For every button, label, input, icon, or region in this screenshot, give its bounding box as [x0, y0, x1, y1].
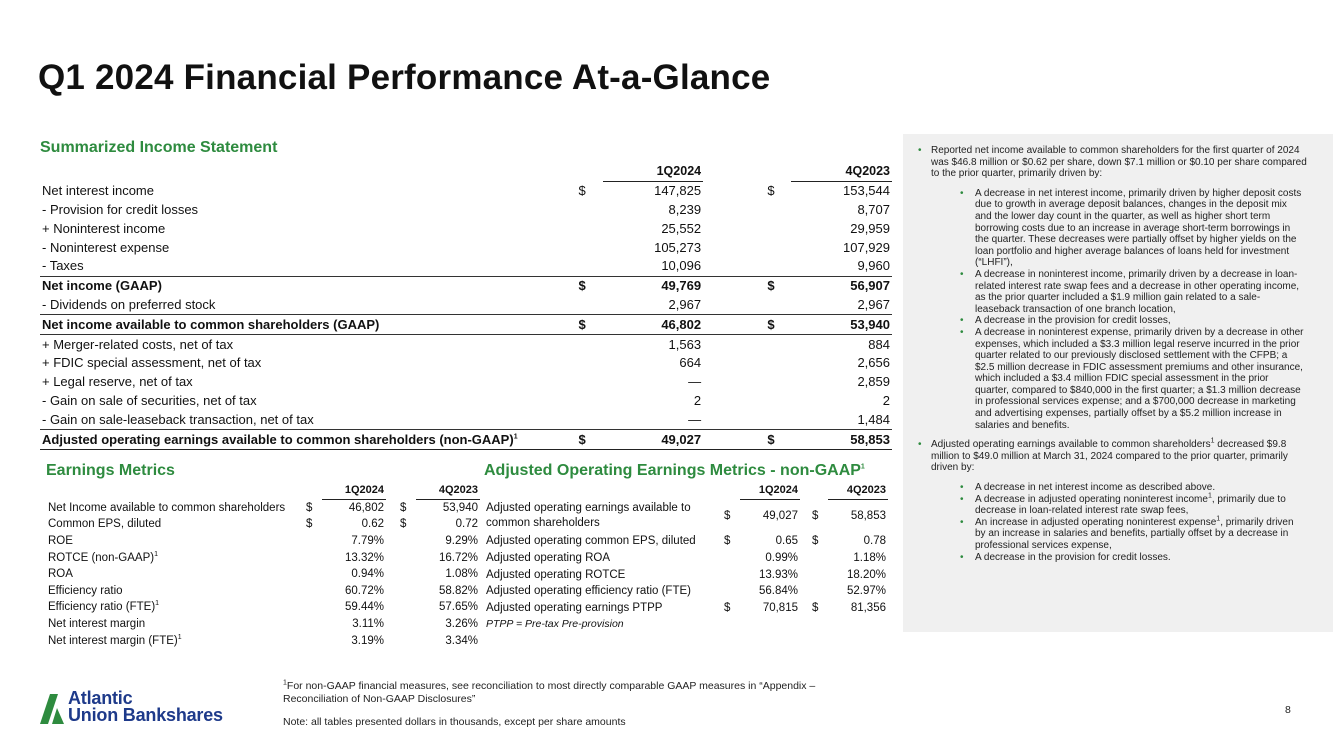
row-value: 2,656	[857, 355, 890, 371]
table-row	[40, 354, 892, 373]
logo-line-2: Union Bankshares	[68, 705, 223, 725]
bullet-icon: •	[960, 516, 964, 528]
bullet-icon: •	[960, 551, 964, 563]
commentary-sub-bullet	[903, 188, 1333, 269]
commentary-list	[903, 134, 1333, 563]
row-value: 46,802	[348, 501, 384, 514]
row-label: ROE	[48, 535, 73, 548]
column-header: 1Q2024	[740, 482, 800, 499]
bullet-text: Reported net income available to common shareholders for the first quarter of 2024 was $46.8 million or $0.62 per share, down $7.1 million or $0.10 per share compared to the prior quarter, primarily driven by:	[931, 145, 1307, 180]
row-value: 53,940	[442, 501, 478, 514]
column-header: 4Q2023	[828, 482, 888, 499]
currency-symbol: $	[724, 510, 731, 523]
row-label: Common EPS, diluted	[48, 518, 162, 531]
bullet-icon: •	[960, 493, 964, 505]
currency-symbol: $	[566, 430, 602, 450]
row-value: 9,960	[791, 257, 892, 276]
row-label: + Noninterest income	[42, 220, 166, 236]
row-label: Efficiency ratio (FTE)	[48, 601, 156, 614]
table-row	[40, 373, 892, 392]
row-value: 13.32%	[344, 551, 384, 564]
row-value: 70,815	[762, 601, 798, 614]
row-label: - Dividends on preferred stock	[42, 296, 216, 312]
row-value: 2,967	[603, 296, 703, 315]
row-value: 0.72	[455, 518, 478, 531]
row-value: 49,769	[603, 276, 703, 295]
row-value: 53,940	[791, 315, 892, 335]
row-label: + FDIC special assessment, net of tax	[42, 355, 262, 371]
row-value: 153,544	[843, 183, 890, 199]
bullet-icon: •	[918, 439, 922, 451]
table-header-row	[40, 162, 892, 181]
currency-symbol: $	[566, 315, 602, 335]
column-header: 1Q2024	[322, 482, 386, 499]
adjusted-metrics-title	[484, 462, 865, 480]
row-label: ROTCE (non-GAAP)	[48, 551, 155, 564]
row-value: 59.44%	[344, 601, 384, 614]
table-row-total	[40, 430, 892, 450]
bullet-text: A decrease in net interest income, primarily driven by higher deposit costs due to growth in average deposit balances, changes in the deposit mix and the lower day count in the quarter, as well as higher short term borrowing costs due to an increase in average short-term borrowings in the quarter. These decreases were partially offset by higher yields on the loan portfolio and higher average balances of loans held for investment (“LHFI”),	[975, 187, 1302, 269]
row-value: 8,239	[668, 201, 702, 217]
currency-symbol: $	[767, 182, 775, 198]
currency-symbol: $	[306, 501, 313, 514]
commentary-bullet	[903, 439, 1333, 474]
column-header: 1Q2024	[603, 162, 703, 181]
row-label: + Merger-related costs, net of tax	[40, 335, 566, 354]
row-value: 46,802	[603, 315, 703, 335]
row-label: - Gain on sale of securities, net of tax	[42, 392, 257, 408]
row-label: Net income available to common shareholders (GAAP)	[40, 315, 566, 335]
currency-symbol: $	[812, 601, 819, 614]
row-value: 58.82%	[438, 584, 478, 597]
row-value: 0.78	[863, 535, 886, 548]
footnote-marker: 1	[283, 679, 287, 687]
income-statement-table	[40, 162, 892, 450]
commentary-sub-bullet	[903, 517, 1333, 552]
table-row	[46, 533, 480, 550]
units-note: Note: all tables presented dollars in thousands, except per share amounts	[283, 716, 626, 728]
currency-symbol: $	[578, 182, 586, 198]
row-value: 58,853	[791, 430, 892, 450]
row-label: Adjusted operating earnings PTPP	[486, 601, 663, 614]
bullet-text: Adjusted operating earnings available to common shareholders	[931, 439, 1211, 451]
row-value: 7.79%	[351, 535, 384, 548]
bullet-icon: •	[960, 315, 964, 327]
commentary-sub-bullet	[903, 552, 1333, 564]
table-row	[40, 238, 892, 257]
row-value: 3.26%	[445, 618, 478, 631]
row-label: Adjusted operating earnings available to common shareholders	[486, 502, 691, 530]
table-header-row	[46, 482, 480, 499]
footnote-marker: 1	[1216, 515, 1221, 523]
table-row-total	[40, 315, 892, 335]
row-value: 29,959	[850, 220, 890, 236]
row-value: 52.97%	[846, 585, 886, 598]
bullet-icon: •	[960, 482, 964, 494]
earnings-metrics-table	[46, 482, 480, 649]
row-value: 105,273	[654, 239, 702, 255]
commentary-sub-bullet	[903, 494, 1333, 517]
row-value: 147,825	[654, 183, 702, 199]
row-value: 1,563	[603, 335, 703, 354]
table-row	[40, 201, 892, 220]
table-row	[40, 257, 892, 276]
income-statement-title: Summarized Income Statement	[40, 139, 278, 156]
bullet-text: A decrease in adjusted operating noninterest income	[975, 493, 1208, 505]
adjusted-metrics-title-text: Adjusted Operating Earnings Metrics - non-GAAP	[484, 462, 861, 479]
row-label: Adjusted operating efficiency ratio (FTE)	[486, 585, 691, 598]
table-row	[40, 335, 892, 354]
row-label: Net income (GAAP)	[40, 276, 566, 295]
footnote-marker: 1	[860, 463, 865, 471]
row-value: 107,929	[843, 239, 890, 255]
logo-line-1: Atlantic	[68, 688, 133, 708]
table-row	[40, 296, 892, 315]
bullet-icon: •	[960, 187, 964, 199]
row-value: 60.72%	[344, 584, 384, 597]
row-label: Adjusted operating ROA	[486, 551, 611, 564]
row-label: Adjusted operating earnings available to common shareholders (non-GAAP)	[42, 431, 514, 447]
row-value: 57.65%	[438, 601, 478, 614]
row-value: 664	[679, 355, 702, 371]
row-value: 58,853	[850, 510, 886, 523]
table-note-row	[484, 616, 888, 633]
bullet-text-cont: , primarily driven by an increase in salaries and benefits, partially offset by a decrease in professional services expense,	[975, 516, 1294, 551]
footnote-marker: 1	[155, 600, 160, 608]
currency-symbol: $	[400, 518, 407, 531]
bullet-text-cont: decreased $9.8 million to $49.0 million at March 31, 2024 compared to the prior quarter, primarily driven by:	[931, 439, 1288, 474]
page-title: Q1 2024 Financial Performance At-a-Glance	[38, 58, 771, 97]
footnote-marker: 1	[154, 550, 158, 558]
currency-symbol: $	[306, 518, 313, 531]
row-value: 2	[693, 392, 702, 408]
bullet-text: A decrease in net interest income as described above.	[975, 482, 1216, 494]
bullet-text: A decrease in the provision for credit losses,	[975, 315, 1171, 327]
row-label: Net interest margin (FTE)	[48, 634, 178, 647]
row-value: 49,027	[762, 510, 798, 523]
currency-symbol: $	[812, 510, 819, 523]
row-value: 0.99%	[765, 551, 798, 564]
row-label: Efficiency ratio	[48, 584, 123, 597]
table-row	[484, 583, 888, 600]
table-row	[46, 616, 480, 633]
row-value: 25,552	[661, 220, 702, 236]
currency-symbol: $	[755, 430, 791, 450]
currency-symbol: $	[755, 276, 791, 295]
row-value: 81,356	[850, 601, 886, 614]
table-row-total	[40, 276, 892, 295]
bullet-icon: •	[960, 268, 964, 280]
currency-symbol: $	[566, 276, 602, 295]
row-value: 2,859	[857, 374, 890, 390]
table-row	[46, 599, 480, 616]
footnote-text: For non-GAAP financial measures, see reconciliation to most directly comparable GAAP measures in “Appendix – Reconciliation of Non-GAAP Disclosures”	[283, 680, 816, 705]
earnings-metrics-title: Earnings Metrics	[46, 462, 175, 479]
currency-symbol: $	[400, 501, 407, 514]
table-row	[484, 533, 888, 550]
table-row	[484, 599, 888, 616]
footnote-marker: 1	[177, 633, 182, 641]
column-header: 4Q2023	[791, 162, 892, 181]
row-value: 0.94%	[351, 568, 384, 581]
row-value: 3.34%	[445, 634, 478, 647]
row-value: 9.29%	[445, 535, 478, 548]
bullet-icon: •	[960, 326, 964, 338]
footnote-marker: 1	[513, 433, 518, 441]
table-row	[40, 410, 892, 429]
row-label: ROA	[48, 568, 73, 581]
row-label: Adjusted operating ROTCE	[486, 568, 626, 581]
currency-symbol: $	[724, 601, 731, 614]
row-value: 2	[882, 392, 890, 408]
row-label: Net interest income	[42, 182, 154, 198]
footnote-marker: 1	[1207, 492, 1212, 500]
row-label: Net Income available to common shareholders	[48, 501, 286, 514]
table-row	[40, 219, 892, 238]
row-value: 49,027	[603, 430, 703, 450]
table-row	[40, 392, 892, 411]
table-row	[484, 550, 888, 567]
table-row	[46, 499, 480, 516]
footnote-marker: 1	[1210, 437, 1215, 445]
commentary-sub-bullet	[903, 315, 1333, 327]
commentary-sub-bullet	[903, 327, 1333, 431]
table-row	[484, 499, 888, 533]
table-row	[46, 549, 480, 566]
row-value: 10,096	[603, 257, 703, 276]
column-header: 4Q2023	[416, 482, 480, 499]
row-value: 56,907	[791, 276, 892, 295]
table-row	[46, 566, 480, 583]
bullet-text: An increase in adjusted operating noninterest expense	[975, 516, 1217, 528]
table-row	[46, 632, 480, 649]
ptpp-note: PTPP = Pre-tax Pre-provision	[486, 618, 624, 631]
table-row	[46, 516, 480, 533]
row-label: Net interest margin	[48, 618, 146, 631]
table-row	[40, 181, 892, 200]
row-value: 1,484	[791, 410, 892, 429]
currency-symbol: $	[724, 535, 731, 548]
company-logo-text	[68, 690, 223, 724]
commentary-sub-bullet	[903, 482, 1333, 494]
row-value: 18.20%	[846, 568, 886, 581]
footnote	[283, 680, 873, 705]
commentary-panel	[903, 134, 1333, 632]
currency-symbol: $	[755, 315, 791, 335]
row-value: 1.08%	[445, 568, 478, 581]
row-value: 3.19%	[351, 634, 384, 647]
commentary-bullet	[903, 145, 1333, 180]
row-value: 0.65	[775, 535, 798, 548]
currency-symbol: $	[812, 535, 819, 548]
bullet-text: A decrease in noninterest expense, primarily driven by a decrease in other expenses, which included a $3.3 million legal reserve incurred in the prior quarter related to our previously disclosed settlement with the CFPB; a $2.5 million decrease in FDIC assessment premiums and other insurance, which included a $3.4 million FDIC special assessment in the prior quarter, compared to $840,000 in the first quarter; a $1.3 million decrease in professional services expense; and a $700,000 decrease in marketing and advertising expenses, partially offset by a $5.2 million increase in salaries and benefits.	[975, 326, 1304, 431]
bullet-text: A decrease in noninterest income, primarily driven by a decrease in loan-related interest rate swap fees and a decrease in other operating income, as the prior quarter included a $1.9 million gain related to a sale-leaseback transaction of one branch location,	[975, 268, 1300, 315]
row-label: - Gain on sale-leaseback transaction, net of tax	[42, 411, 314, 427]
row-value: 884	[791, 335, 892, 354]
commentary-sub-bullet	[903, 269, 1333, 315]
table-header-row	[484, 482, 888, 499]
row-value: 13.93%	[758, 568, 798, 581]
row-label: + Legal reserve, net of tax	[42, 374, 193, 390]
page-number: 8	[1285, 704, 1291, 716]
row-label: Adjusted operating common EPS, diluted	[486, 535, 696, 548]
row-label: - Provision for credit losses	[42, 201, 199, 217]
bullet-text-cont: , primarily due to decrease in loan-related interest rate swap fees,	[975, 493, 1286, 517]
row-value: —	[688, 374, 702, 390]
row-value: 16.72%	[438, 551, 478, 564]
row-label: - Taxes	[42, 258, 84, 274]
bullet-icon: •	[918, 145, 922, 156]
table-row	[484, 566, 888, 583]
atlantic-union-logo-icon	[38, 690, 66, 726]
table-row	[46, 583, 480, 600]
row-value: 3.11%	[352, 618, 384, 631]
row-value: 0.62	[361, 518, 384, 531]
row-label: - Noninterest expense	[42, 239, 170, 255]
row-value: 56.84%	[758, 585, 798, 598]
row-value: 1.18%	[853, 551, 886, 564]
row-value: 2,967	[791, 296, 892, 315]
adjusted-metrics-table	[484, 482, 888, 633]
row-value: —	[603, 410, 703, 429]
bullet-text: A decrease in the provision for credit losses.	[975, 551, 1171, 563]
row-value: 8,707	[857, 201, 890, 217]
